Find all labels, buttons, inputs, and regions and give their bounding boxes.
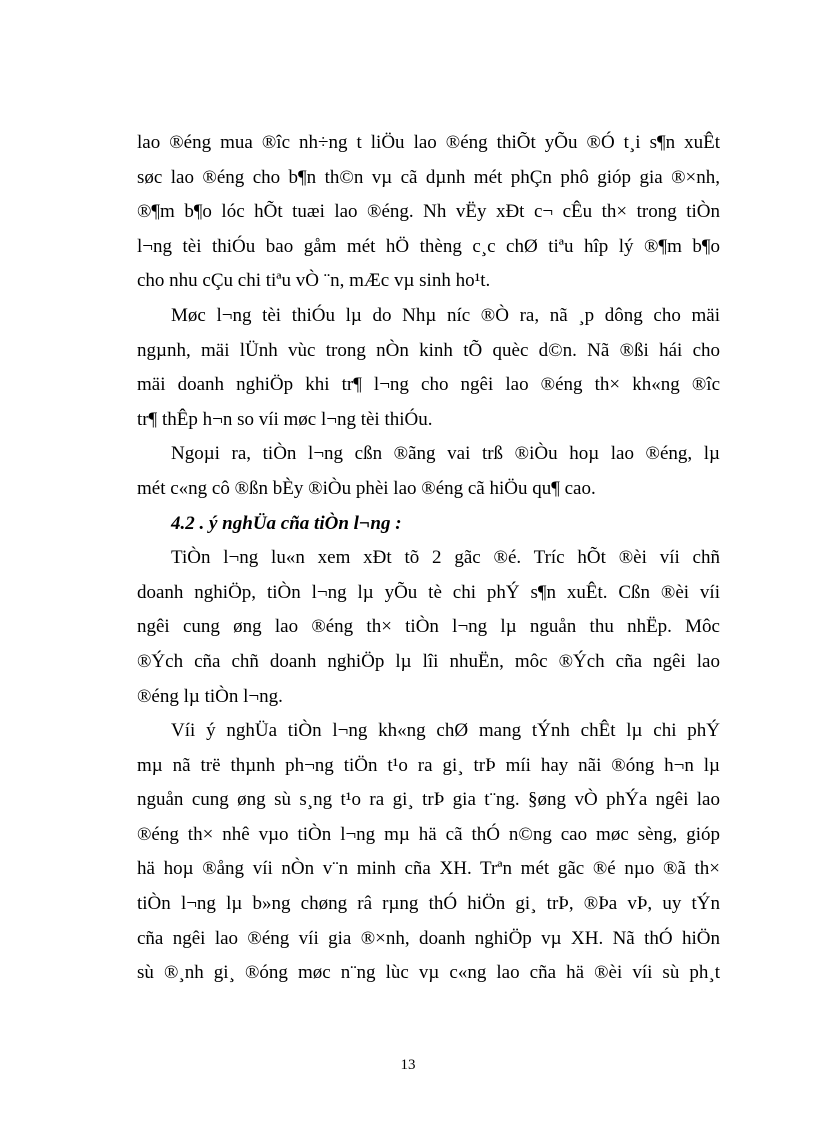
text-line: søc lao ®éng cho b¶n th©n vµ cã dµnh mét phÇn phô gióp gia ®×nh, [137, 166, 720, 188]
text-line: ®éng th× nhê vµo tiÒn l¬ng mµ hä cã thÓ n©ng cao møc sèng, gióp [137, 823, 720, 845]
text-line: mét c«ng cô ®ßn bÈy ®iÒu phèi lao ®éng cã hiÖu qu¶ cao. [137, 477, 596, 499]
paragraph-2 [137, 299, 720, 437]
page-number: 13 [400, 1057, 416, 1073]
text-line: sù ®¸nh gi¸ ®óng møc n¨ng lùc vµ c«ng lao cña hä ®èi víi sù ph¸t [137, 962, 720, 984]
text-line: mµ nã trë thµnh ph¬ng tiÖn t¹o ra gi¸ trÞ míi hay nãi ®óng h¬n lµ [137, 754, 720, 776]
text-line: doanh nghiÖp, tiÒn l¬ng lµ yÕu tè chi phÝ s¶n xuÊt. Cßn ®èi víi [137, 581, 720, 603]
text-line: ®Ých cña chñ doanh nghiÖp lµ lîi nhuËn, môc ®Ých cña ngêi lao [137, 650, 720, 672]
paragraph-4 [137, 541, 720, 714]
text-line: TiÒn l¬ng lu«n xem xÐt tõ 2 gãc ®é. Tríc hÕt ®èi víi chñ [171, 547, 720, 569]
section-heading: 4.2 . ý nghÜa cña tiÒn l¬ng : [171, 512, 402, 534]
text-line: cña ngêi lao ®éng víi gia ®×nh, doanh nghiÖp vµ XH. Nã thÓ hiÖn [137, 927, 720, 949]
text-line: mäi doanh nghiÖp khi tr¶ l¬ng cho ngêi lao ®éng th× kh«ng ®îc [137, 374, 720, 396]
paragraph-1 [137, 126, 720, 299]
text-line: ngêi cung øng lao ®éng th× tiÒn l¬ng lµ nguån thu nhËp. Môc [137, 616, 720, 638]
text-line: cho nhu cÇu chi tiªu vÒ ¨n, mÆc vµ sinh ho¹t. [137, 270, 491, 292]
text-line: l¬ng tèi thiÓu bao gåm mét hÖ thèng c¸c chØ tiªu hîp lý ®¶m b¶o [137, 235, 720, 257]
text-line: lao ®éng mua ®îc nh÷ng t liÖu lao ®éng thiÕt yÕu ®Ó t¸i s¶n xuÊt [137, 132, 720, 153]
body-text [137, 126, 720, 991]
text-line: ®éng lµ tiÒn l¬ng. [137, 685, 283, 707]
text-line: Ngoµi ra, tiÒn l¬ng cßn ®ãng vai trß ®iÒu hoµ lao ®éng, lµ [171, 443, 720, 465]
text-line: Víi ý nghÜa tiÒn l¬ng kh«ng chØ mang tÝnh chÊt lµ chi phÝ [171, 720, 720, 742]
text-line: tiÒn l¬ng lµ b»ng chøng râ rµng thÓ hiÖn gi¸ trÞ, ®Þa vÞ, uy tÝn [137, 893, 720, 915]
paragraph-3 [137, 437, 720, 506]
text-line: ngµnh, mäi lÜnh vùc trong nÒn kinh tÕ quèc d©n. Nã ®ßi hái cho [137, 339, 720, 361]
text-line: ®¶m b¶o lóc hÕt tuæi lao ®éng. Nh vËy xÐt c¬ cÊu th× trong tiÒn [137, 201, 720, 223]
text-line: hä hoµ ®ång víi nÒn v¨n minh cña XH. Trªn mét gãc ®é nµo ®ã th× [137, 858, 720, 880]
text-line: nguån cung øng sù s¸ng t¹o ra gi¸ trÞ gia t¨ng. §øng vÒ phÝa ngêi lao [137, 789, 720, 811]
paragraph-5 [137, 714, 720, 991]
text-line: Møc l¬ng tèi thiÓu lµ do Nhµ níc ®Ò ra, nã ¸p dông cho mäi [171, 304, 720, 326]
text-line: tr¶ thÊp h¬n so víi møc l¬ng tèi thiÓu. [137, 408, 433, 430]
